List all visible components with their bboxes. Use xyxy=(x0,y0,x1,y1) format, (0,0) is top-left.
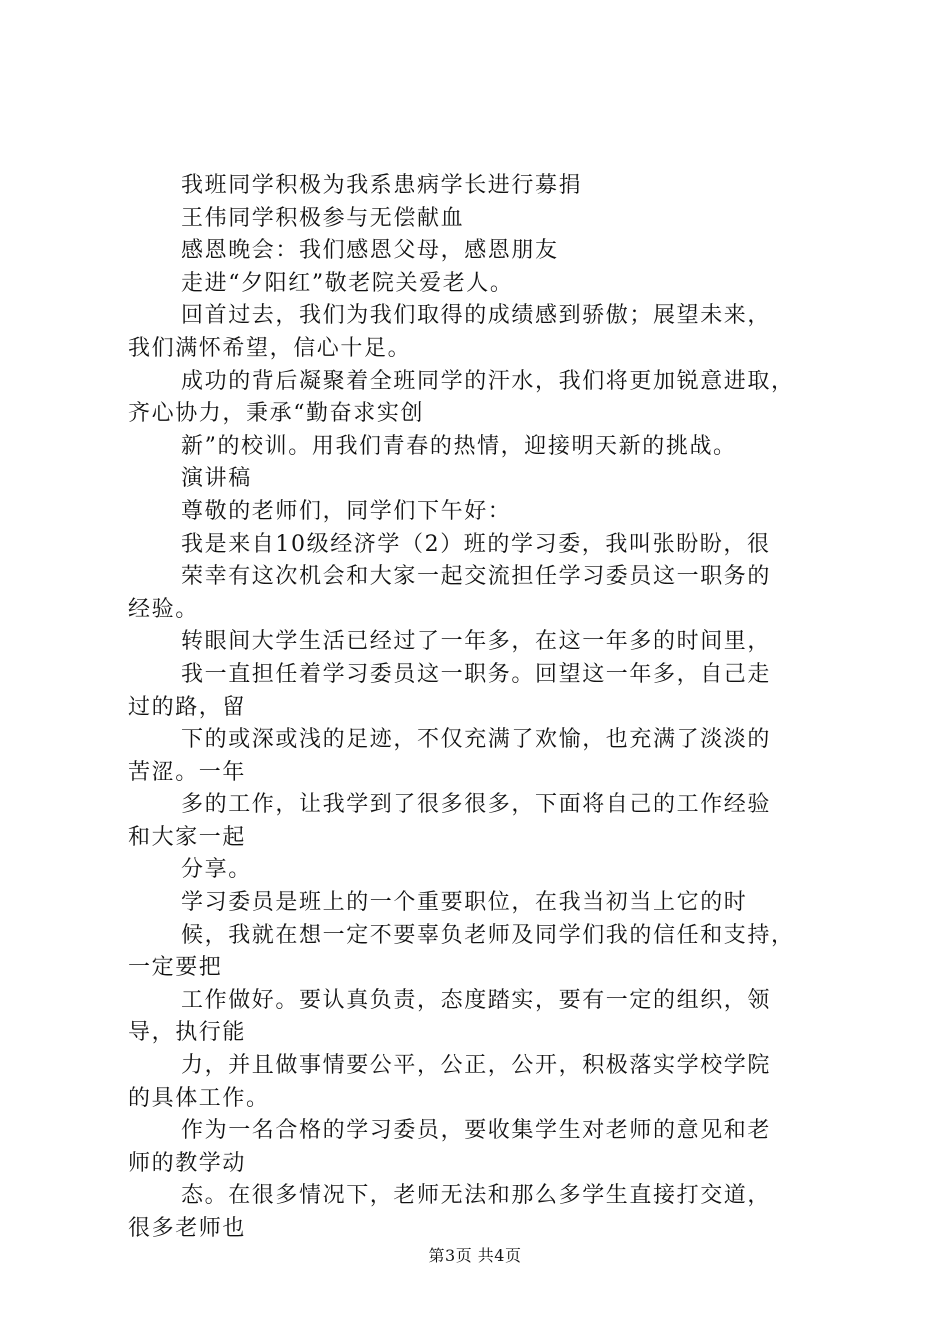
text-line: 回首过去，我们为我们取得的成绩感到骄傲；展望未来， xyxy=(181,303,772,329)
text-line: 下的或深或浅的足迹，不仅充满了欢愉，也充满了淡淡的 xyxy=(181,727,772,753)
text-line: 我们满怀希望，信心十足。 xyxy=(128,335,412,361)
text-line: 新”的校训。用我们青春的热情，迎接明天新的挑战。 xyxy=(181,433,737,459)
text-line: 王伟同学积极参与无偿献血 xyxy=(181,205,465,231)
text-line: 荣幸有这次机会和大家一起交流担任学习委员这一职务的 xyxy=(181,564,772,590)
text-line: 学习委员是班上的一个重要职位，在我当初当上它的时 xyxy=(181,890,748,916)
text-line: 感恩晚会：我们感恩父母，感恩朋友 xyxy=(181,238,559,264)
page-footer: 第3页 共4页 xyxy=(428,1246,522,1265)
text-line: 演讲稿 xyxy=(181,466,252,492)
text-line: 态。在很多情况下，老师无法和那么多学生直接打交道， xyxy=(181,1183,772,1209)
text-line: 我班同学积极为我系患病学长进行募捐 xyxy=(181,173,583,198)
text-line: 我是来自10级经济学（2）班的学习委，我叫张盼盼，很 xyxy=(181,531,771,557)
text-line: 力，并且做事情要公平，公正，公开，积极落实学校学院 xyxy=(181,1053,772,1079)
text-line: 走进“夕阳红”敬老院关爱老人。 xyxy=(181,270,514,296)
text-line: 很多老师也 xyxy=(128,1216,247,1241)
text-line: 导，执行能 xyxy=(128,1020,247,1046)
text-line: 我一直担任着学习委员这一职务。回望这一年多，自己走 xyxy=(181,661,772,687)
text-line: 齐心协力，秉承“勤奋求实创 xyxy=(128,401,425,427)
text-line: 工作做好。要认真负责，态度踏实，要有一定的组织，领 xyxy=(181,987,772,1013)
text-line: 师的教学动 xyxy=(128,1150,247,1176)
text-line: 分享。 xyxy=(181,857,252,883)
text-line: 尊敬的老师们，同学们下午好： xyxy=(181,498,512,524)
text-line: 成功的背后凝聚着全班同学的汗水，我们将更加锐意进取， xyxy=(181,368,795,394)
text-line: 一定要把 xyxy=(128,955,223,981)
text-line: 的具体工作。 xyxy=(128,1085,270,1111)
text-line: 过的路，留 xyxy=(128,694,247,720)
text-line: 和大家一起 xyxy=(128,824,247,850)
document-body xyxy=(128,170,840,1246)
text-line: 作为一名合格的学习委员，要收集学生对老师的意见和老 xyxy=(181,1118,772,1144)
text-line: 多的工作，让我学到了很多很多，下面将自己的工作经验 xyxy=(181,792,772,818)
text-line: 候，我就在想一定不要辜负老师及同学们我的信任和支持， xyxy=(181,922,795,948)
text-line: 经验。 xyxy=(128,596,199,622)
text-line: 苦涩。一年 xyxy=(128,759,247,785)
text-line: 转眼间大学生活已经过了一年多，在这一年多的时间里， xyxy=(181,629,772,655)
